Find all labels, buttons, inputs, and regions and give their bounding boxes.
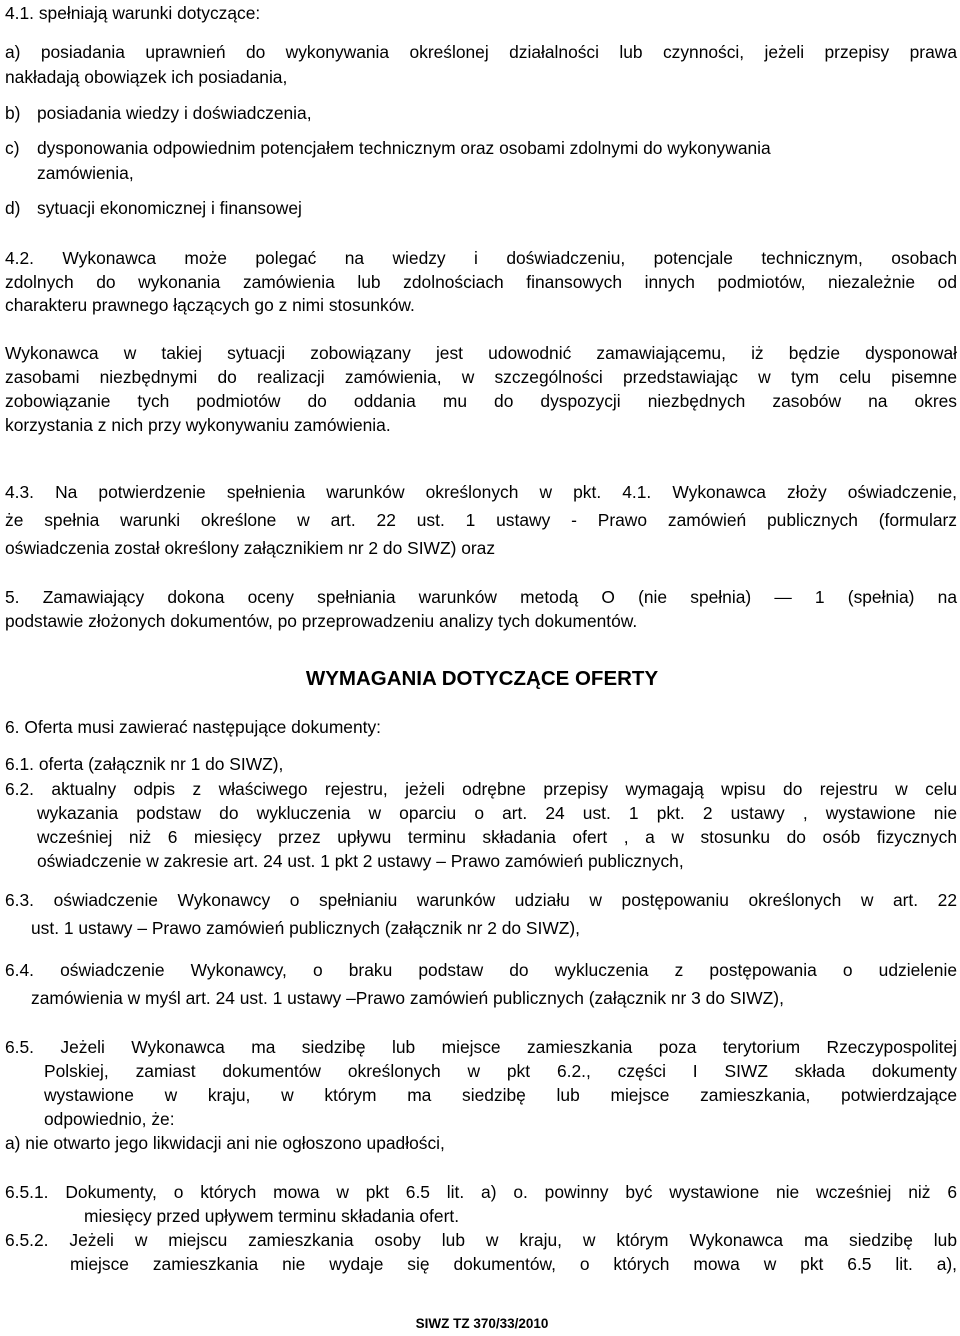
list-item [5,196,957,220]
text-line: odpowiednio, że: [44,1109,175,1129]
text-line: podstawie złożonych dokumentów, po przeprowadzeniu analizy tych dokumentów. [5,611,638,631]
text-line: 6.5. Jeżeli Wykonawca ma siedzibę lub miejsce zamieszkania poza terytorium Rzeczypospolitej [5,1037,957,1057]
text-line: wykazania podstaw do wykluczenia w oparciu o art. 24 ust. 1 pkt. 2 ustawy , wystawione nie [37,803,957,823]
text-line: 6.4. oświadczenie Wykonawcy, o braku podstaw do wykluczenia z postępowania o udzielenie [5,960,957,980]
text-line: oświadczenia został określony załącznikiem nr 2 do SIWZ) oraz [5,538,496,558]
text-line: zamówienia, [37,163,134,183]
text-line: miejsce zamieszkania nie wydaje się dokumentów, o których mowa w pkt 6.5 lit. a), [70,1254,957,1274]
list-item-text: posiadania wiedzy i doświadczenia, [37,103,312,123]
text-line: 6.1. oferta (załącznik nr 1 do SIWZ), [5,754,284,774]
text-line: 6.5.1. Dokumenty, o których mowa w pkt 6.5 lit. a) o. powinny być wystawione nie wcześniej niż 6 [5,1182,957,1202]
list-item-text: sytuacji ekonomicznej i finansowej [37,198,302,218]
text-line: korzystania z nich przy wykonywaniu zamówienia. [5,415,391,435]
list-marker: b) [5,103,21,123]
text-line: Wykonawca w takiej sytuacji zobowiązany jest udowodnić zamawiającemu, iż będzie dysponował [5,343,957,363]
text-line: zdolnych do wykonania zamówienia lub zdolnościach finansowych innych podmiotów, niezależnie od [5,272,957,292]
text-line: miesięcy przed upływem terminu składania ofert. [84,1206,460,1226]
text-line: 6.5.2. Jeżeli w miejscu zamieszkania osoby lub w kraju, w którym Wykonawca ma siedzibę lub [5,1230,957,1250]
text-line: 5. Zamawiający dokona oceny spełniania warunków metodą O (nie spełnia) — 1 (spełnia) na [5,587,957,607]
list-marker: c) [5,138,20,158]
text-line: oświadczenie w zakresie art. 24 ust. 1 pkt 2 ustawy – Prawo zamówień publicznych, [37,851,684,871]
text-line: 4.2. Wykonawca może polegać na wiedzy i doświadczeniu, potencjale technicznym, osobach [5,248,957,268]
text-line: a) posiadania uprawnień do wykonywania określonej działalności lub czynności, jeżeli przepisy prawa [5,42,957,62]
text-line: że spełnia warunki określone w art. 22 ust. 1 ustawy - Prawo zamówień publicznych (formularz [5,510,957,530]
list-item [5,101,957,125]
text-line: nakładają obowiązek ich posiadania, [5,67,288,87]
text-line: zamówienia w myśl art. 24 ust. 1 ustawy –Prawo zamówień publicznych (załącznik nr 3 do SIWZ), [31,988,784,1008]
text-line: zasobami niezbędnymi do realizacji zamówienia, w szczególności przedstawiając w tym celu pisemne [5,367,957,387]
text-line: charakteru prawnego łączących go z nimi stosunków. [5,295,415,315]
text-line: 4.1. spełniają warunki dotyczące: [5,3,261,23]
text-line: 6. Oferta musi zawierać następujące dokumenty: [5,717,382,737]
list-item [5,136,957,160]
list-item-text: dysponowania odpowiednim potencjałem technicznym oraz osobami zdolnymi do wykonywania [37,138,771,158]
text-line: Polskiej, zamiast dokumentów określonych w pkt 6.2., części I SIWZ składa dokumenty [44,1061,957,1081]
text-line: wcześniej niż 6 miesięcy przez upływu terminu składania ofert , a w stosunku do osób fizycznych [37,827,957,847]
text-line: 6.3. oświadczenie Wykonawcy o spełnianiu warunków udziału w postępowaniu określonych w art. 22 [5,890,957,910]
text-line: a) nie otwarto jego likwidacji ani nie ogłoszono upadłości, [5,1133,445,1153]
text-line: 6.2. aktualny odpis z właściwego rejestru, jeżeli odrębne przepisy wymagają wpisu do rejestru w celu [5,779,957,799]
section-heading: WYMAGANIA DOTYCZĄCE OFERTY [305,667,659,690]
list-marker: d) [5,198,21,218]
text-line: ust. 1 ustawy – Prawo zamówień publicznych (załącznik nr 2 do SIWZ), [31,918,580,938]
text-line: wystawione w kraju, w którym ma siedzibę lub miejsce zamieszkania, potwierdzające [44,1085,957,1105]
page-footer: SIWZ TZ 370/33/2010 [415,1316,549,1331]
text-line: 4.3. Na potwierdzenie spełnienia warunków określonych w pkt. 4.1. Wykonawca złoży oświadczenie, [5,482,957,502]
text-line: zobowiązanie tych podmiotów do oddania mu do dyspozycji niezbędnych zasobów na okres [5,391,957,411]
